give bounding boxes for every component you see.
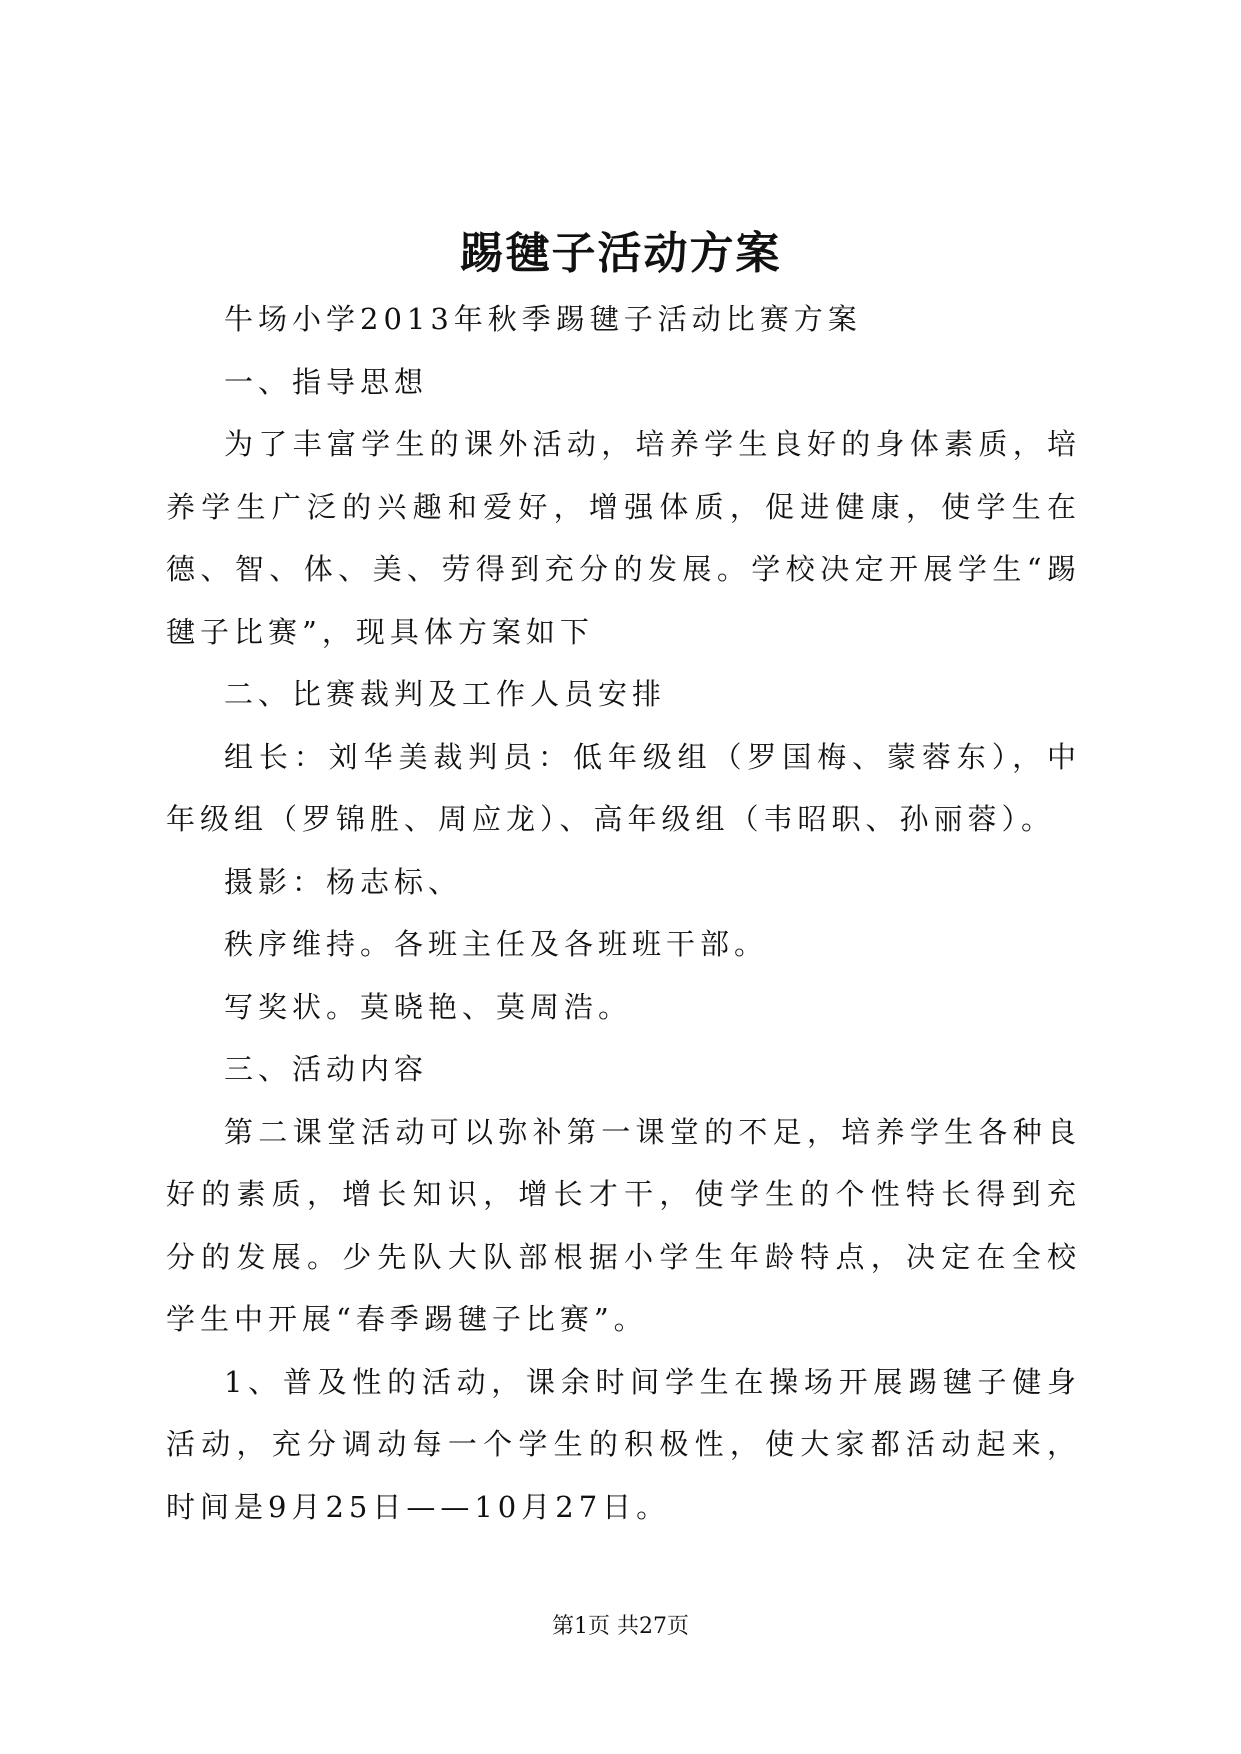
paragraph-activity-content: 第二课堂活动可以弥补第一课堂的不足，培养学生各种良好的素质，增长知识，增长才干，使学生的个性特长得到充分的发展。少先队大队部根据小学生年龄特点，决定在全校学生中开展“春季踢毽子比赛”。 [166, 1114, 1081, 1336]
paragraph-order-keeping: 秩序维持。各班主任及各班班干部。 [224, 927, 769, 961]
page-footer: 第1页 共27页 [552, 1614, 689, 1639]
section-heading-guiding-idea: 一、指导思想 [224, 364, 429, 399]
paragraph-item-1: 1、普及性的活动，课余时间学生在操场开展踢毽子健身活动，充分调动每一个学生的积极性，使大家都活动起来，时间是9月25日——10月27日。 [166, 1364, 1081, 1524]
paragraph-subtitle: 牛场小学2013年秋季踢毽子活动比赛方案 [224, 302, 862, 336]
paragraph-guiding-idea: 为了丰富学生的课外活动，培养学生良好的身体素质，培养学生广泛的兴趣和爱好，增强体质，促进健康，使学生在德、智、体、美、劳得到充分的发展。学校决定开展学生“踢毽子比赛”，现具体方案如下 [166, 427, 1081, 649]
section-heading-referees-staff: 二、比赛裁判及工作人员安排 [224, 677, 667, 711]
document-body [166, 288, 1081, 1538]
document-title: 踢毽子活动方案 [459, 228, 782, 279]
paragraph-certificates: 写奖状。莫晓艳、莫周浩。 [224, 989, 633, 1024]
paragraph-referees: 组长：刘华美裁判员：低年级组（罗国梅、蒙蓉东），中年级组（罗锦胜、周应龙）、高年级组（韦昭职、孙丽蓉）。 [166, 739, 1081, 836]
section-heading-activity-content: 三、活动内容 [224, 1052, 429, 1086]
paragraph-photography: 摄影：杨志标、 [224, 864, 463, 899]
